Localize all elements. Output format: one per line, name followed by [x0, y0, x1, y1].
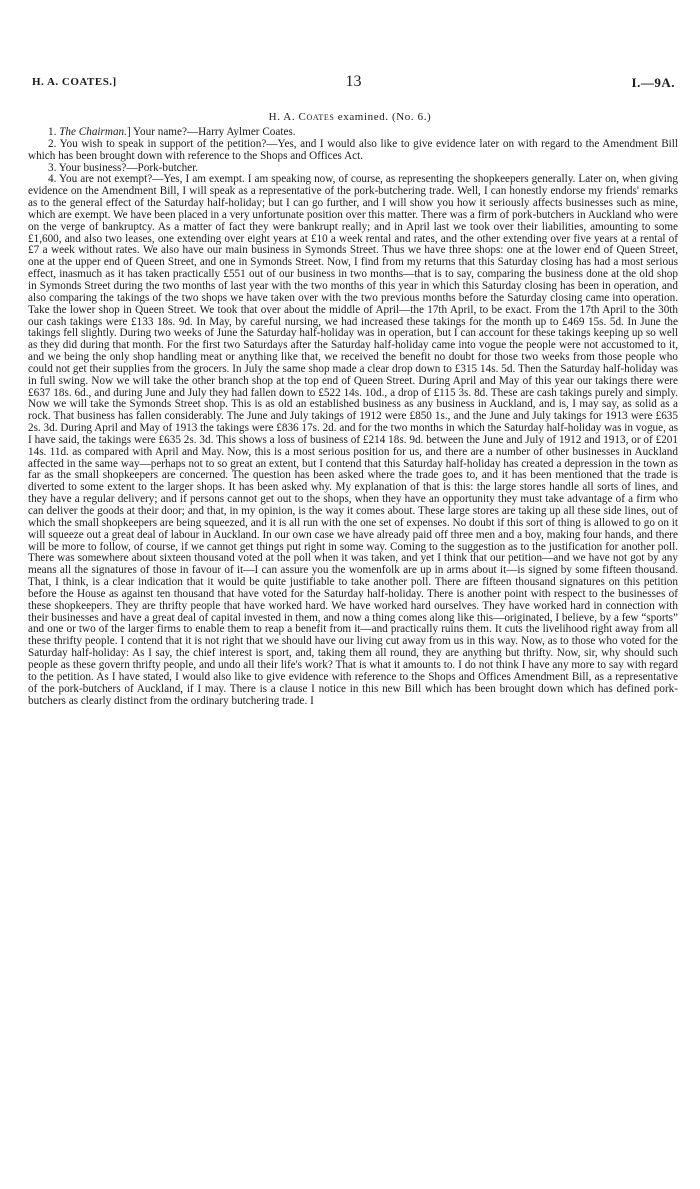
question-number: 3.	[48, 161, 59, 174]
question-number: 4.	[48, 173, 60, 186]
question-paragraph	[28, 139, 678, 163]
witness-name: H. A. Coates	[268, 111, 335, 123]
running-head	[32, 73, 675, 94]
witness-heading-rest: examined. (No. 6.)	[334, 111, 432, 123]
evidence-body	[28, 127, 678, 707]
question-text: ] Your name?—Harry Aylmer Coates.	[126, 126, 296, 138]
witness-heading	[0, 111, 700, 123]
page-number: 13	[345, 73, 362, 90]
running-head-witness: H. A. COATES.]	[32, 76, 117, 88]
question-text: You are not exempt?—Yes, I am exempt. I am speaking now, of course, as representing the shopkeepers generally. Later on, when giving evidence on the Amendment Bill, I will speak as a representative of the pork-butchering trade. Well, I can honestly endorse my friends' remarks as to the general effect of the Saturday half-holiday; but I can go further, and I will show you how it seriously affects businesses such as mine, which are exempt. We have been placed in a very unfortunate position over this matter. There was a firm of pork-butchers in Auckland who were on the verge of bankruptcy. As a matter of fact they were bankrupt really; and in April last we took over their liabilities, amounting to some £1,600, and also two leases, one extending over eight years at £10 a week rental and rates, and the other extending over five years at a rental of £7 a week without rates. We also have our main business in Symonds Street. Thus we have three shops: one at the lower end of Queen Street, one at the upper end of Queen Street, and one in Symonds Street. Now, I find from my returns that this Saturday closing has had a most serious effect, inasmuch as it has taken practically £551 out of our business in two months—that is to say, comparing the business done at the old shop in Symonds Street during the two months of last year with the two months of this year in which this Saturday closing has been in operation, and also comparing the takings of the two shops we have taken over with the two previous months before the Saturday closing came into operation. Take the lower shop in Queen Street. We took that over about the middle of April—the 17th April, to be exact. From the 17th April to the 30th our cash takings were £133 18s. 9d. In May, by careful nursing, we had increased these takings for the month up to £469 15s. 5d. In June the takings fell slightly. During two weeks of June the Saturday half-holiday was in operation, but I can account for these takings keeping up so well as they did during that month. For the first two Saturdays after the Saturday half-holiday came into vogue the people were not accustomed to it, and we being the only shop handling meat or anything like that, we received the benefit no doubt for those two weeks from those people who could not get their supplies from the grocers. In July the same shop made a clear drop down to £315 14s. 5d. Then the Saturday half-holiday was in full swing. Now we will take the other branch shop at the top end of Queen Street. During April and May of this year our takings there were £637 18s. 6d., and during June and July they had fallen down to £522 14s. 10d., a drop of £115 3s. 8d. These are cash takings purely and simply. Now we will take the Symonds Street shop. This is as old an established business as any business in Auckland, and is, I may say, as solid as a rock. That business has fallen considerably. The June and July takings of 1912 were £850 1s., and the June and July takings for 1913 were £635 2s. 3d. During April and May of 1913 the takings were £836 17s. 2d. and for the two months in which the Saturday half-holiday was in vogue, as I have said, the takings were £635 2s. 3d. This shows a loss of business of £214 18s. 9d. between the June and July of 1912 and 1913, or of £201 14s. 11d. as compared with April and May. Now, this is a most serious position for us, and there are a number of other businesses in Auckland affected in the same way—perhaps not to so great an extent, but I contend that this Saturday half-holiday has created a depression in the town as far as the small shopkeepers are concerned. The question has been asked where the trade goes to, and it has been mentioned that the trade is diverted to some extent to the larger shops. It has been asked why. My explanation of that is this: the large stores handle all sorts of lines, and they have a regular delivery; and if persons cannot get out to the shops, when they have an opportunity they must take advantage of a firm who can deliver the goods at their door; and that, in my opinion, is the way it comes about. These large stores are taking up all these side lines, out of which the small shopkeepers are being squeezed, and it is all run with the one set of expenses. No doubt if this sort of thing is allowed to go on it will squeeze out a great deal of labour in Auckland. In our own case we have already paid off three men and a boy, making four hands, and there will be more to follow, of course, if we cannot get things put right in some way. Coming to the suggestion as to the justification for another poll. There was somewhere about sixteen thousand voted at the poll when it was taken, and yet I think that our petition—and we have not got by any means all the signatures of those in favour of it—I can assure you the womenfolk are up in arms about it—is signed by some fifteen thousand. That, I think, is a clear indication that it would be quite justifiable to take another poll. There are fifteen thousand signatures on this petition before the House as against ten thousand that have voted for the Saturday half-holiday. There is another point with respect to the businesses of these shopkeepers. They are thrifty people that have worked hard. We have worked hard ourselves. They have worked hard in connection with their businesses and have a great deal of capital invested in them, and now a thing comes along like this—originated, I believe, by a few “sports” and one or two of the larger firms to enable them to reap a benefit from it—and practically ruins them. It cuts the livelihood right away from all these thrifty people. I contend that it is not right that we should have our living cut away from us in this way. Now, as to those who voted for the Saturday half-holiday: As I say, the chief interest is sport, and, taking them all round, they are anything but thrifty. Now, sir, why should such people as these govern thrifty people, and undo all their life's work? That is what it amounts to. I do not think I have any more to say with regard to the petition. As I have stated, I would also like to give evidence with reference to the Shops and Offices Amendment Bill, as a representative of the pork-butchers of Auckland, if I may. There is a clause I notice in this new Bill which has been brought down which has defined pork-butchers as clearly distinct from the ordinary butchering trade. I	[28, 173, 679, 707]
question-paragraph	[28, 174, 678, 707]
speaker-name: The Chairman.	[59, 126, 127, 138]
question-number: 1.	[48, 126, 60, 138]
question-text: Your business?—Pork-butcher.	[58, 161, 199, 174]
question-number: 2.	[48, 137, 60, 150]
paper-reference: I.—9A.	[631, 75, 675, 90]
question-text: You wish to speak in support of the petition?—Yes, and I would also like to give evidence later on with regard to the Amendment Bill which has been brought down with reference to the Shops and Offices Act.	[28, 137, 678, 162]
